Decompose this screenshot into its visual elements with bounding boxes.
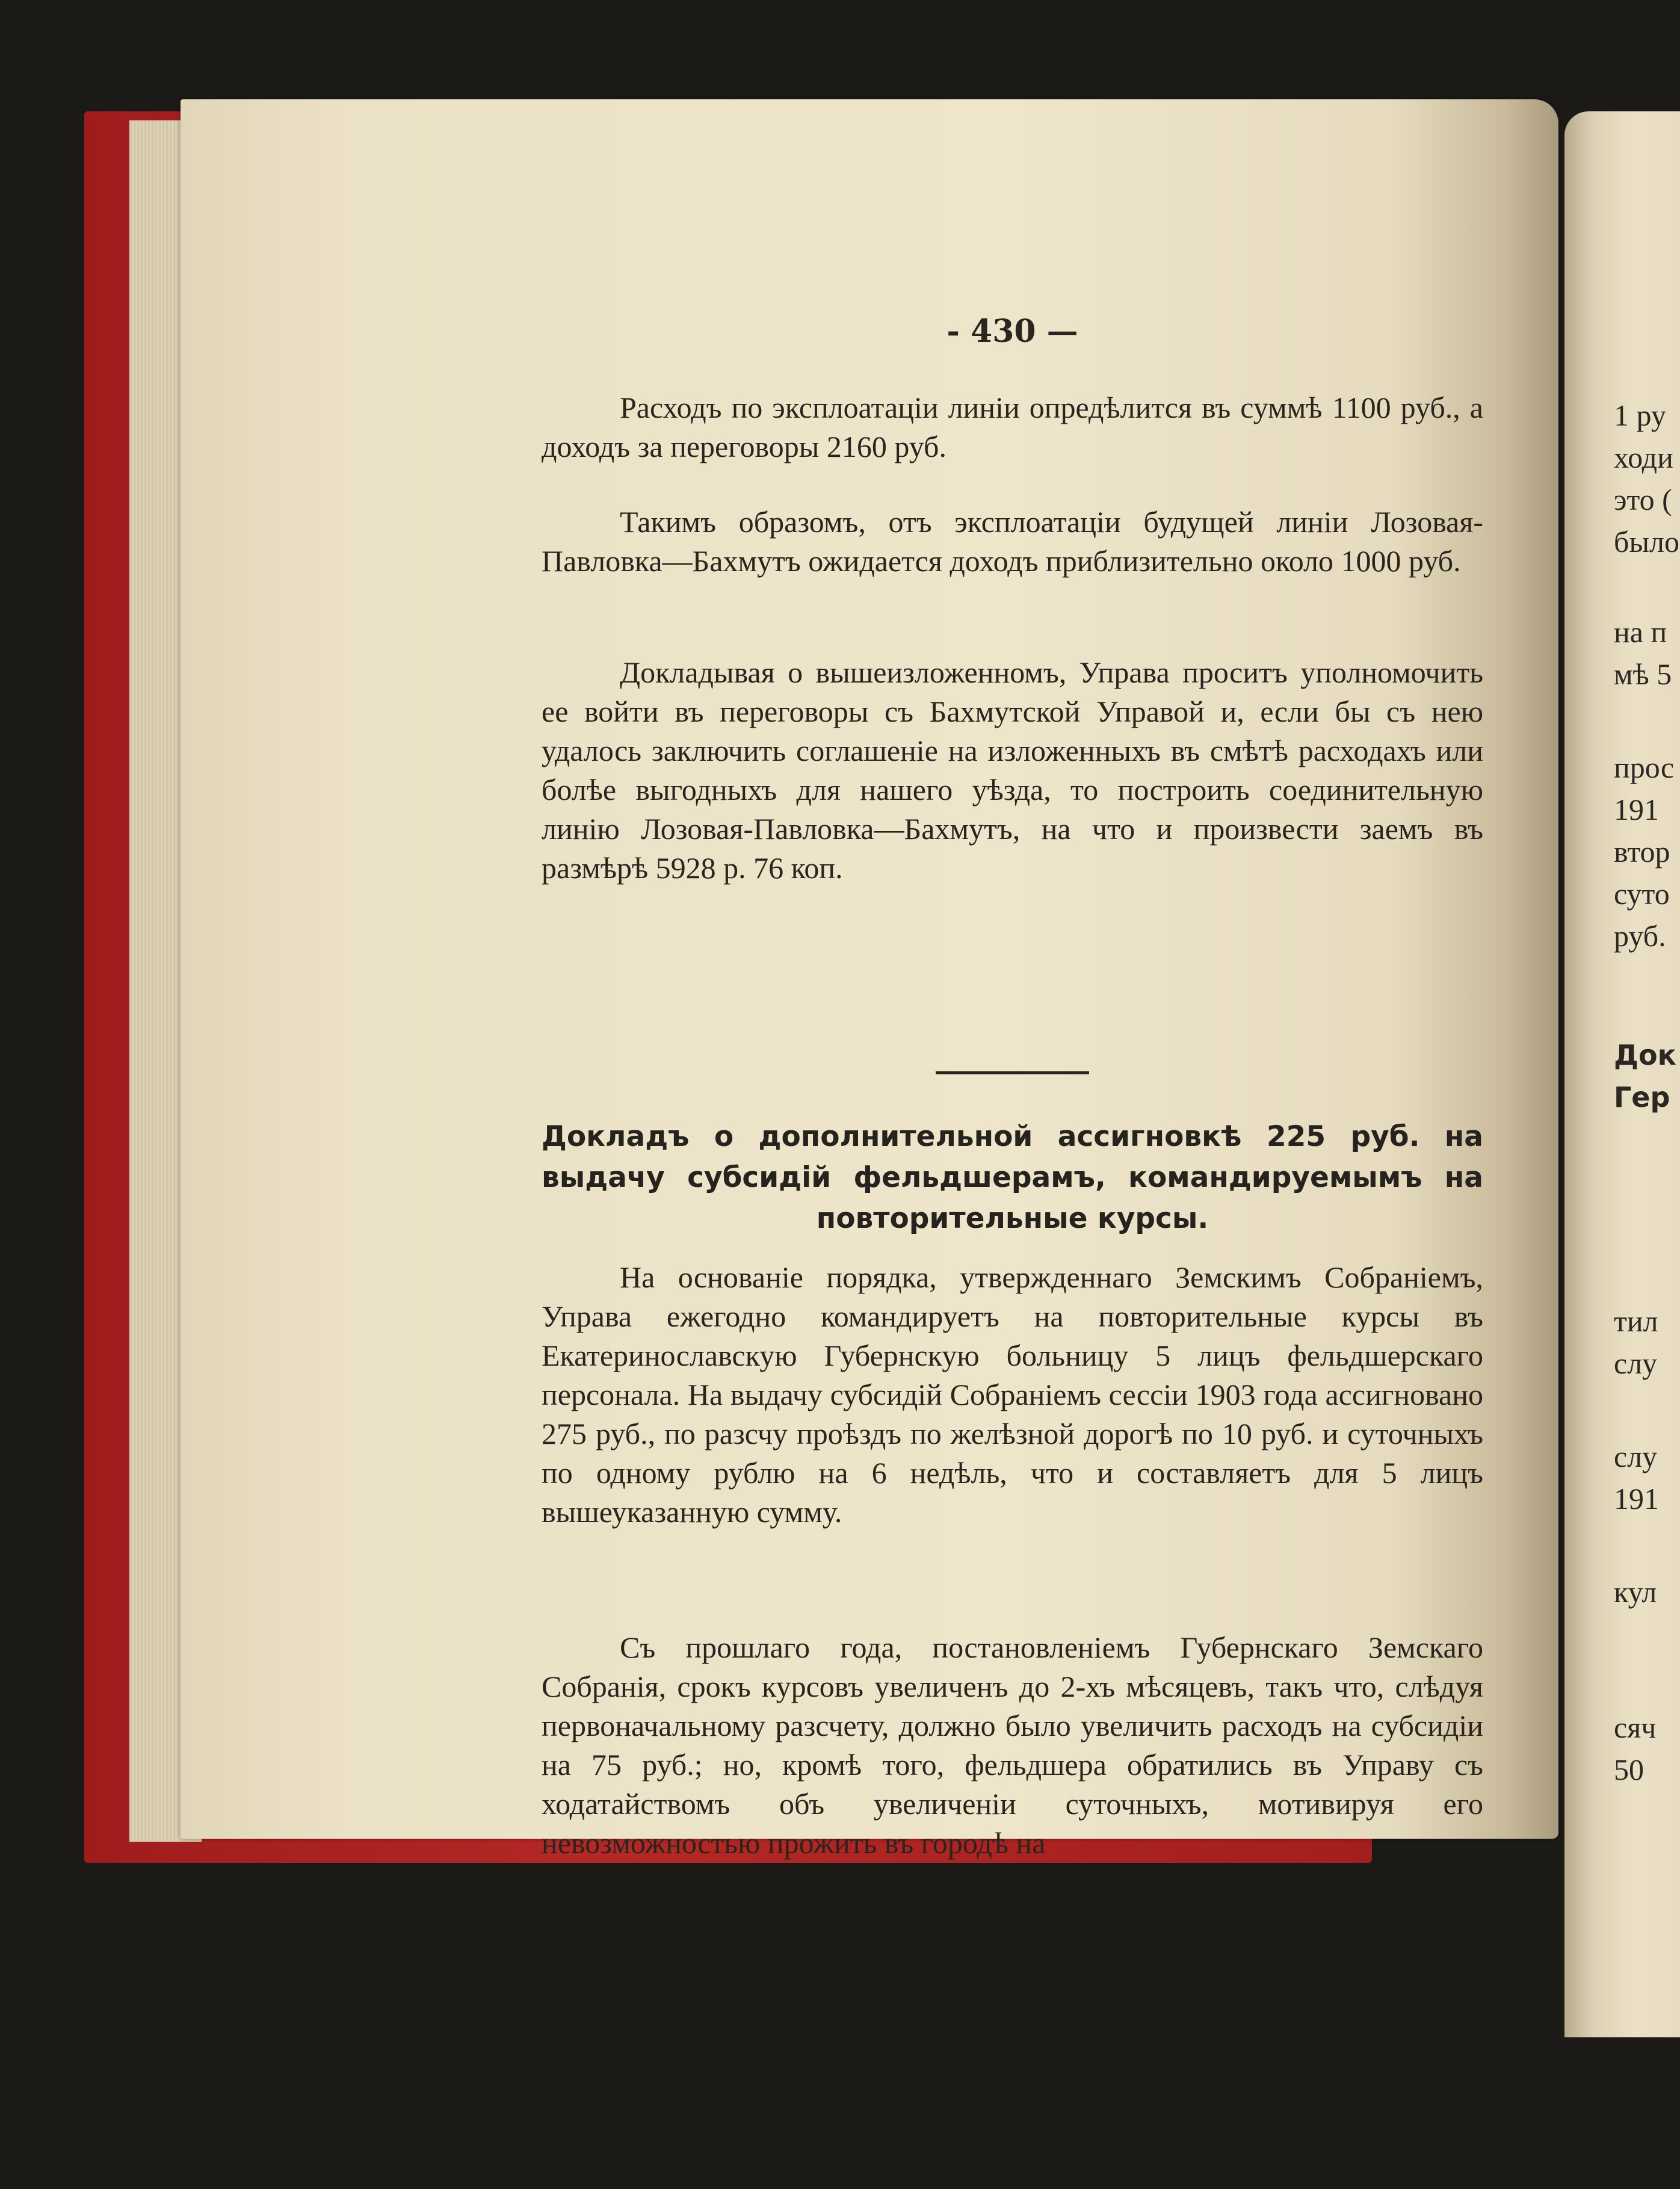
paragraph-1: Расходъ по эксплоатаціи линіи опредѣлится въ суммѣ 1100 руб., а доходъ за переговоры 2160 руб. xyxy=(542,391,1483,463)
facing-line: Гер xyxy=(1614,1081,1670,1113)
facing-line: сяч xyxy=(1614,1711,1657,1744)
facing-line: мѣ 5 xyxy=(1614,657,1672,691)
paragraph-5: Съ прошлаго года, постановленіемъ Губернскаго Земскаго Собранія, срокъ курсовъ увеличенъ до 2-хъ мѣсяцевъ, такъ что, слѣдуя первоначальному разсчету, должно было увеличить расходъ на субсидіи на 75 руб.; но, кромѣ того, фельдшера обратились въ Управу съ ходатайствомъ объ увеличеніи суточныхъ, мотивируя его невозможностью прожить въ городѣ на xyxy=(542,1630,1483,1860)
facing-line: 191 xyxy=(1614,1482,1659,1516)
facing-line: слу xyxy=(1614,1346,1658,1380)
facing-line: втор xyxy=(1614,835,1670,868)
facing-line: слу xyxy=(1614,1440,1658,1473)
book-page xyxy=(181,99,1558,1839)
facing-line: Док xyxy=(1614,1039,1676,1071)
facing-line: 191 xyxy=(1614,793,1659,826)
facing-line: ходи xyxy=(1614,441,1673,474)
facing-line: на п xyxy=(1614,615,1667,649)
facing-line: тил xyxy=(1614,1304,1658,1338)
facing-line: прос xyxy=(1614,751,1675,784)
facing-line: было xyxy=(1614,525,1679,559)
facing-line: суто xyxy=(1614,877,1670,911)
facing-line: руб. xyxy=(1614,919,1666,953)
page-number: - 430 — xyxy=(947,313,1078,350)
section-heading: Докладъ о дополнительной ассигновкѣ 225 руб. на выдачу субсидій фельдшерамъ, командируемымъ на повторительные курсы. xyxy=(542,1120,1483,1235)
paragraph-3: Докладывая о вышеизложенномъ, Управа проситъ уполномочить ее войти въ переговоры съ Бахмутской Управой и, если бы съ нею удалось заключить соглашеніе на изложенныхъ въ смѣтѣ расходахъ или болѣе выгодныхъ для нашего уѣзда, то построить соединительную линію Лозовая-Павловка—Бахмутъ, на что и произвести заемъ въ размѣрѣ 5928 р. 76 коп. xyxy=(542,655,1483,885)
facing-line: кул xyxy=(1614,1575,1657,1609)
facing-line: это ( xyxy=(1614,483,1672,516)
facing-line: 1 ру xyxy=(1614,398,1666,432)
facing-line: 50 xyxy=(1614,1753,1644,1786)
section-divider xyxy=(936,1071,1089,1074)
facing-page xyxy=(1564,111,1680,2037)
paragraph-2: Такимъ образомъ, отъ эксплоатаціи будущей линіи Лозовая-Павловка—Бахмутъ ожидается доходъ приблизительно около 1000 руб. xyxy=(542,505,1483,578)
paragraph-4: На основаніе порядка, утвержденнаго Земскимъ Собраніемъ, Управа ежегодно командируетъ на повторительные курсы въ Екатеринославскую Губернскую больницу 5 лицъ фельдшерскаго персонала. На выдачу субсидій Собраніемъ сессіи 1903 года ассигновано 275 руб., по разсчу проѣздъ по желѣзной дорогѣ по 10 руб. и суточныхъ по одному рублю на 6 недѣль, что и составляетъ для 5 лицъ вышеуказанную сумму. xyxy=(542,1260,1483,1529)
